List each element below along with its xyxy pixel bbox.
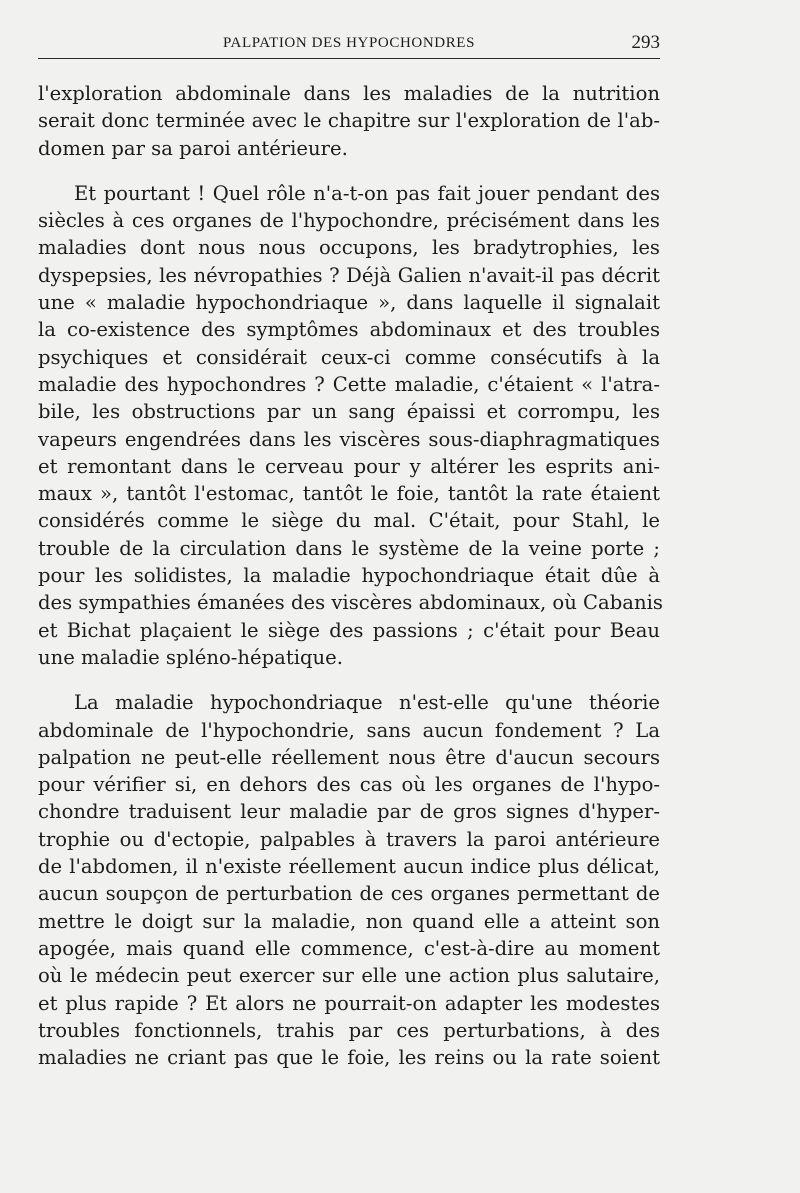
- text-line: des sympathies émanées des viscères abdominaux, où Cabanis: [38, 591, 663, 615]
- text-line: où le médecin peut exercer sur elle une action plus salutaire,: [38, 964, 660, 988]
- text-line: et plus rapide ? Et alors ne pourrait-on adapter les modestes: [38, 991, 660, 1015]
- text-line: une maladie spléno-hépatique.: [38, 645, 343, 669]
- text-line: la co-existence des symptômes abdominaux et des troubles: [38, 318, 660, 342]
- text-line: l'exploration abdominale dans les maladies de la nutrition: [38, 82, 660, 105]
- page-number: 293: [631, 32, 660, 53]
- text-line: considérés comme le siège du mal. C'était, pour Stahl, le: [38, 509, 660, 533]
- body-text: [38, 80, 663, 1089]
- text-line: une « maladie hypochondriaque », dans laquelle il signalait: [38, 291, 660, 315]
- text-line: Et pourtant ! Quel rôle n'a-t-on pas fait jouer pendant des: [74, 181, 660, 205]
- text-line: trouble de la circulation dans le système de la veine porte ;: [38, 536, 660, 560]
- text-line: mettre le doigt sur la maladie, non quand elle a atteint son: [38, 909, 660, 933]
- text-line: siècles à ces organes de l'hypochondre, précisément dans les: [38, 209, 660, 233]
- text-line: chondre traduisent leur maladie par de gros signes d'hyper-: [38, 800, 660, 824]
- text-line: vapeurs engendrées dans les viscères sous-diaphragmatiques: [38, 427, 660, 451]
- running-title: PALPATION DES HYPOCHONDRES: [222, 35, 476, 51]
- text-line: serait donc terminée avec le chapitre sur l'exploration de l'ab-: [38, 109, 660, 133]
- text-line: abdominale de l'hypochondrie, sans aucun fondement ? La: [38, 718, 660, 742]
- text-line: pour vérifier si, en dehors des cas où les organes de l'hypo-: [38, 773, 660, 797]
- text-line: maux », tantôt l'estomac, tantôt le foie, tantôt la rate étaient: [38, 482, 660, 506]
- text-line: et Bichat plaçaient le siège des passions ; c'était pour Beau: [38, 618, 660, 642]
- page-header: [38, 32, 660, 59]
- paragraph-1: [38, 80, 660, 162]
- text-line: aucun soupçon de perturbation de ces organes permettant de: [38, 882, 660, 906]
- text-line: maladie des hypochondres ? Cette maladie, c'étaient « l'atra-: [38, 372, 660, 396]
- text-line: de l'abdomen, il n'existe réellement aucun indice plus délicat,: [38, 855, 660, 879]
- text-line: bile, les obstructions par un sang épaissi et corrompu, les: [38, 400, 660, 424]
- text-line: apogée, mais quand elle commence, c'est-à-dire au moment: [38, 936, 660, 960]
- paragraph-2: [38, 180, 663, 671]
- text-line: trophie ou d'ectopie, palpables à travers la paroi antérieure: [38, 827, 660, 851]
- text-line: et remontant dans le cerveau pour y altérer les esprits ani-: [38, 454, 660, 478]
- text-line: La maladie hypochondriaque n'est-elle qu'une théorie: [74, 691, 660, 715]
- text-line: maladies ne criant pas que le foie, les reins ou la rate soient: [38, 1046, 660, 1070]
- text-line: domen par sa paroi antérieure.: [38, 136, 348, 160]
- text-line: dyspepsies, les névropathies ? Déjà Galien n'avait-il pas décrit: [38, 263, 660, 287]
- paragraph-3: [38, 689, 660, 1071]
- text-line: troubles fonctionnels, trahis par ces perturbations, à des: [38, 1018, 660, 1042]
- text-line: psychiques et considérait ceux-ci comme consécutifs à la: [38, 345, 660, 369]
- text-line: maladies dont nous nous occupons, les bradytrophies, les: [38, 236, 660, 260]
- text-line: pour les solidistes, la maladie hypochondriaque était dûe à: [38, 564, 660, 588]
- text-line: palpation ne peut-elle réellement nous être d'aucun secours: [38, 745, 660, 769]
